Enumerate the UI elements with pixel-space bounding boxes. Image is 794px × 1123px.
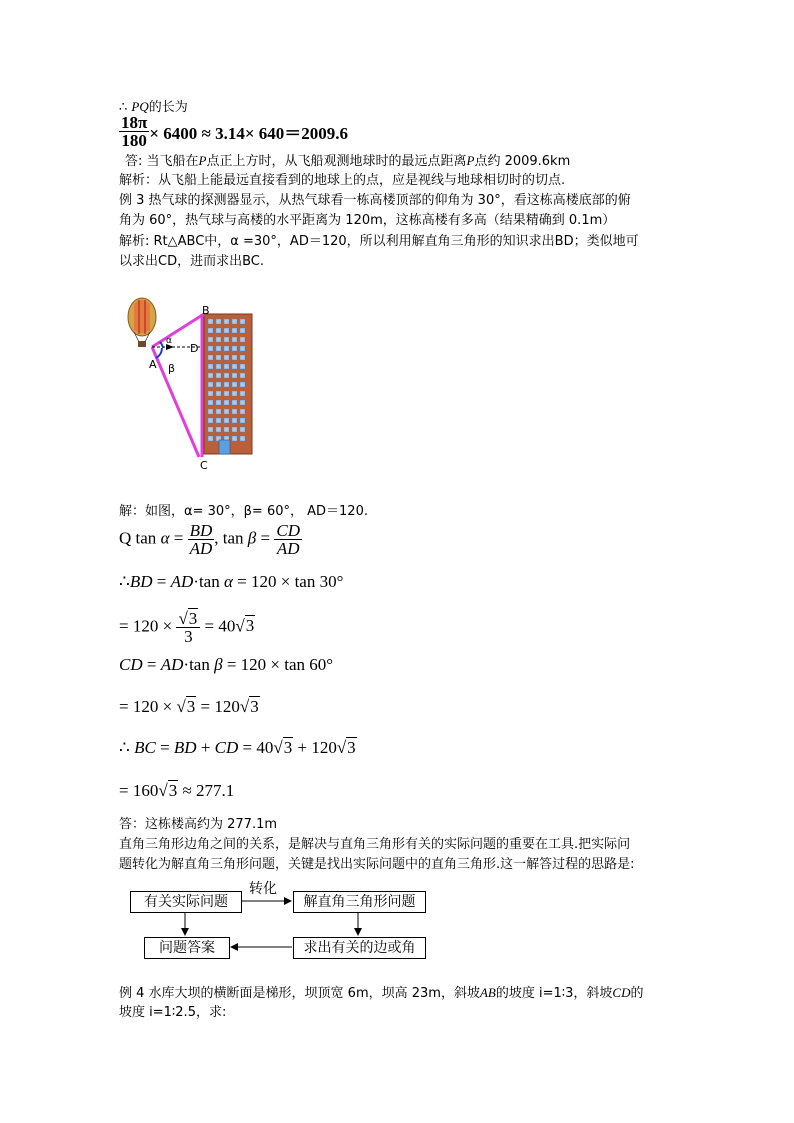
angle-beta-arc [156,348,162,358]
bd: BD [129,572,153,591]
step-lead: = 120 × [119,616,173,636]
radicand: 3 [250,697,259,716]
radicand: 3 [188,609,198,628]
answer-1-part-b: 点正上方时，从飞船观测地球时的最远点距离 [206,154,467,169]
answer-1-part-a: 答: 当飞船在 [125,154,199,169]
therefore-symbol: ∴ [119,572,130,591]
balloon-basket [138,341,146,347]
radicand: 3 [245,616,255,636]
cd: CD [214,738,239,757]
pq-label: PQ [131,99,149,114]
tan-text: tan [198,572,220,591]
step-lead: = 160 [119,781,159,800]
denominator-3: 3 [184,627,193,646]
step-approx: ≈ 277.1 [182,781,235,800]
fraction-18pi-180 [119,114,149,149]
step-cd [119,655,333,675]
therefore-symbol: ∴ [119,100,128,115]
equals: = [160,738,170,757]
tan-text: tan [189,655,210,674]
label-b: B [202,304,210,317]
dot: · [193,572,199,591]
step-eq: = 40 [204,616,236,636]
example-4-part-c: 的 [630,986,644,1001]
analysis-1: 解析：从飞船上能最远直接看到的地球上的点，应是视线与地球相切时的切点. [119,173,566,188]
arc-length-formula [119,114,348,149]
formula-rest: × 6400 ≈ 3.14× 640＝2009.6 [149,124,349,143]
fraction-sqrt3-3 [176,610,200,645]
paragraph-line-1: 直角三角形边角之间的关系，是解决与直角三角形有关的实际问题的重要在工具.把实际问 [119,837,631,852]
step-eq: = 40 [242,738,274,757]
triangle-lines [152,314,204,457]
point-p: P [198,153,207,168]
denominator-ad: AD [189,539,213,558]
example-4-line-1 [119,983,643,1004]
answer-3: 答：这栋楼高约为 277.1m [119,817,278,832]
q-symbol: Q [119,528,132,548]
example-3-line-2: 角为 60°，热气球与高楼的水平距离为 120m，这栋高楼有多高（结果精确到 0.1m） [119,213,616,228]
answer-1-part-c: 点约 2009.6km [474,154,571,169]
example-3-line-1: 例 3 热气球的探测器显示，从热气球看一栋高楼顶部的仰角为 30°，看这栋高楼底部的俯 [119,193,631,208]
paragraph-line-2: 题转化为解直角三角形问题，关键是找出实际问题中的直角三角形.这一解答过程的思路是: [119,857,635,872]
step-rest: = 120 × tan 30° [237,572,344,591]
example-4-part-a: 例 4 水库大坝的横断面是梯形，坝顶宽 6m，坝高 23m，斜坡 [119,986,480,1001]
slope-ab: AB [479,985,496,1000]
bc: BC [134,738,156,757]
flow-box-find-sides: 求出有关的边或角 [293,937,426,959]
therefore-symbol: ∴ [119,738,130,757]
radicand: 3 [186,697,196,716]
tan-text: tan [135,528,157,548]
step-eq: = 120 [200,697,240,716]
alpha-symbol: α [160,528,170,548]
equals: = [156,572,167,591]
radicand: 3 [168,781,178,800]
angle-alpha-arc [160,342,163,348]
flow-box-solve-triangle: 解直角三角形问题 [293,891,426,913]
step-bc: ∴ BC = BD + CD = 40√3 + 120√3 [119,738,356,757]
step-lead: = 120 × [119,697,173,716]
example-4-line-2: 坡度 i=1∶2.5，求: [119,1005,227,1020]
flow-box-answer: 问题答案 [144,937,230,959]
ad: AD [160,655,184,674]
radicand: 3 [347,738,356,757]
beta-symbol: β [214,655,223,674]
label-beta: β [168,362,176,375]
ad: AD [170,572,194,591]
flow-box-real-problem: 有关实际问题 [130,891,242,913]
plus: + 120 [297,738,337,757]
tan-text: tan [222,528,244,548]
point-p: P [466,153,475,168]
beta-symbol: β [247,528,257,548]
pq-suffix: 的长为 [148,100,188,115]
analysis-3-line-1: 解析: Rt△ABC中，α =30°，AD＝120，所以利用解直角三角形的知识求出BD；类似地可 [119,234,639,249]
label-alpha: α [166,336,172,346]
bd: BD [173,738,197,757]
fraction-denominator: 180 [121,131,147,150]
label-c: C [200,459,208,472]
label-a: A [149,358,157,371]
solution-given: 解：如图，α= 30°，β= 60°， AD＝120. [119,504,368,519]
balloon-building-figure [120,292,260,477]
step-bd [119,572,343,592]
flowchart-arrows [120,880,440,970]
numerator-sqrt3: √3 [176,610,200,628]
radicand: 3 [283,738,293,757]
alpha-symbol: α [223,572,233,591]
denominator-ad: AD [276,539,300,558]
building-door [219,440,230,454]
step-cd-value: = 120 × √3 = 120√3 [119,697,259,716]
step-bc-value: = 160√3 ≈ 277.1 [119,781,235,800]
numerator-bd: BD [189,521,213,540]
fraction-cd-ad [274,522,302,557]
answer-1 [125,151,570,172]
example-4-part-b: 的坡度 i=1∶3，斜坡 [495,986,613,1001]
plus: + [200,738,211,757]
equals: = [146,655,157,674]
cd: CD [119,655,143,674]
tan-definitions: Q tan α = $\frac{BD}{AD}$ , tan β = $\frac{CD}{AD}$ [119,521,300,558]
fraction-numerator: 18π [121,113,148,132]
label-d: D [190,342,199,355]
dot: · [183,655,190,674]
slope-cd: CD [612,985,631,1000]
step-bd-value: = 120 × $\frac{√3}{3}$ = 40√3 [119,609,255,646]
numerator-cd: CD [276,521,300,540]
analysis-3-line-2: 以求出CD，进而求出BC. [119,254,264,269]
step-rest: = 120 × tan 60° [226,655,334,674]
flow-label-convert: 转化 [249,881,277,897]
fraction-bd-ad [188,522,215,557]
